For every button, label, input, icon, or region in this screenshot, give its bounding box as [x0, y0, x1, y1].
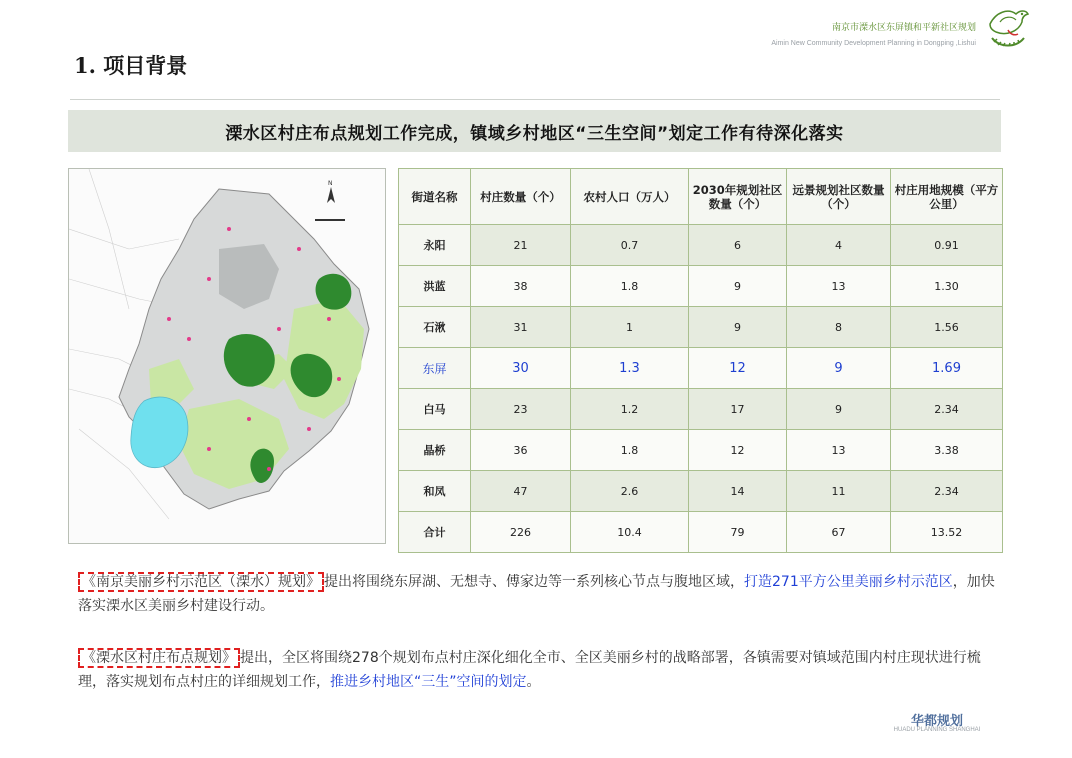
table-cell: 2.34	[891, 471, 1003, 512]
table-cell: 36	[471, 430, 571, 471]
table-cell: 14	[689, 471, 787, 512]
table-cell: 30	[471, 348, 571, 389]
table-cell: 226	[471, 512, 571, 553]
paragraph-tail: ，加快落实溧水区美丽乡村建设行动。	[78, 574, 995, 614]
table-cell: 洪蓝	[399, 266, 471, 307]
table-cell: 8	[787, 307, 891, 348]
table-cell: 12	[689, 348, 787, 389]
table-cell: 38	[471, 266, 571, 307]
table-cell: 晶桥	[399, 430, 471, 471]
table-cell: 1.69	[891, 348, 1003, 389]
village-layout-map	[68, 168, 386, 544]
project-title-en: Aimin New Community Development Planning in Dongping ,Lishui	[771, 40, 976, 47]
table-cell: 1.8	[571, 266, 689, 307]
table-cell: 31	[471, 307, 571, 348]
table-cell: 0.91	[891, 225, 1003, 266]
table-header-row	[399, 169, 1003, 225]
table-cell: 6	[689, 225, 787, 266]
paragraph-text: 提出将围绕东屏湖、无想寺、傅家边等一系列核心节点与腹地区域，	[324, 574, 744, 590]
dove-logo-icon	[982, 2, 1034, 54]
table-cell: 1	[571, 307, 689, 348]
paragraph-village-layout-plan	[78, 646, 1003, 694]
company-logo-en: HUADU PLANNING SHANGHAI	[893, 727, 981, 733]
table-cell: 9	[689, 307, 787, 348]
table-cell: 0.7	[571, 225, 689, 266]
svg-text:N: N	[328, 180, 333, 187]
table-cell: 石湫	[399, 307, 471, 348]
table-cell: 2.6	[571, 471, 689, 512]
table-cell: 9	[787, 389, 891, 430]
section-banner: 溧水区村庄布点规划工作完成，镇域乡村地区“三生空间”划定工作有待深化落实	[68, 110, 1001, 152]
paragraph-highlight: 推进乡村地区“三生”空间的划定	[330, 674, 527, 690]
table-cell: 13.52	[891, 512, 1003, 553]
table-cell: 11	[787, 471, 891, 512]
col-header: 街道名称	[399, 169, 471, 225]
table-cell: 23	[471, 389, 571, 430]
table-row-highlighted	[399, 348, 1003, 389]
paragraph-tail: 。	[526, 674, 541, 690]
table-cell: 1.8	[571, 430, 689, 471]
table-total-row	[399, 512, 1003, 553]
paragraph-text: 提出，全区将围绕278个规划布点村庄深化细化全市、全区美丽乡村的战略部署，各镇需要对镇域范围内村庄现状进行梳理，落实规划布点村庄的详细规划工作，	[78, 650, 981, 690]
table-cell: 白马	[399, 389, 471, 430]
table-cell: 2.34	[891, 389, 1003, 430]
plan-name-boxed: 《南京美丽乡村示范区（溧水）规划》	[78, 572, 324, 592]
table-cell: 1.30	[891, 266, 1003, 307]
paragraph-highlight: 打造271平方公里美丽乡村示范区	[744, 574, 953, 590]
col-header: 远景规划社区数量（个）	[787, 169, 891, 225]
table-cell: 1.2	[571, 389, 689, 430]
table-cell: 1.3	[571, 348, 689, 389]
table-row	[399, 389, 1003, 430]
table-cell: 4	[787, 225, 891, 266]
plan-name-boxed: 《溧水区村庄布点规划》	[78, 648, 240, 668]
table-cell: 1.56	[891, 307, 1003, 348]
table-cell: 东屏	[399, 348, 471, 389]
table-cell: 17	[689, 389, 787, 430]
table-cell: 和凤	[399, 471, 471, 512]
table-cell: 79	[689, 512, 787, 553]
col-header: 村庄用地规模（平方公里）	[891, 169, 1003, 225]
table-cell: 9	[689, 266, 787, 307]
table-cell: 21	[471, 225, 571, 266]
table-cell: 67	[787, 512, 891, 553]
table-row	[399, 471, 1003, 512]
table-cell: 13	[787, 430, 891, 471]
table-cell: 47	[471, 471, 571, 512]
col-header: 2030年规划社区数量（个）	[689, 169, 787, 225]
table-cell: 12	[689, 430, 787, 471]
table-row	[399, 225, 1003, 266]
page-title: 1. 项目背景	[74, 53, 188, 78]
table-row	[399, 266, 1003, 307]
company-logo-cn: 华都规划	[910, 714, 963, 729]
table-cell: 10.4	[571, 512, 689, 553]
table-cell: 合计	[399, 512, 471, 553]
table-cell: 3.38	[891, 430, 1003, 471]
table-row	[399, 430, 1003, 471]
paragraph-demonstration-zone	[78, 570, 1003, 618]
table-cell: 13	[787, 266, 891, 307]
col-header: 村庄数量（个）	[471, 169, 571, 225]
table-cell: 9	[787, 348, 891, 389]
title-divider	[70, 99, 1000, 100]
project-title-cn: 南京市溧水区东屏镇和平新社区规划	[831, 23, 976, 33]
village-statistics-table	[398, 168, 1003, 553]
table-row	[399, 307, 1003, 348]
table-cell: 永阳	[399, 225, 471, 266]
col-header: 农村人口（万人）	[571, 169, 689, 225]
